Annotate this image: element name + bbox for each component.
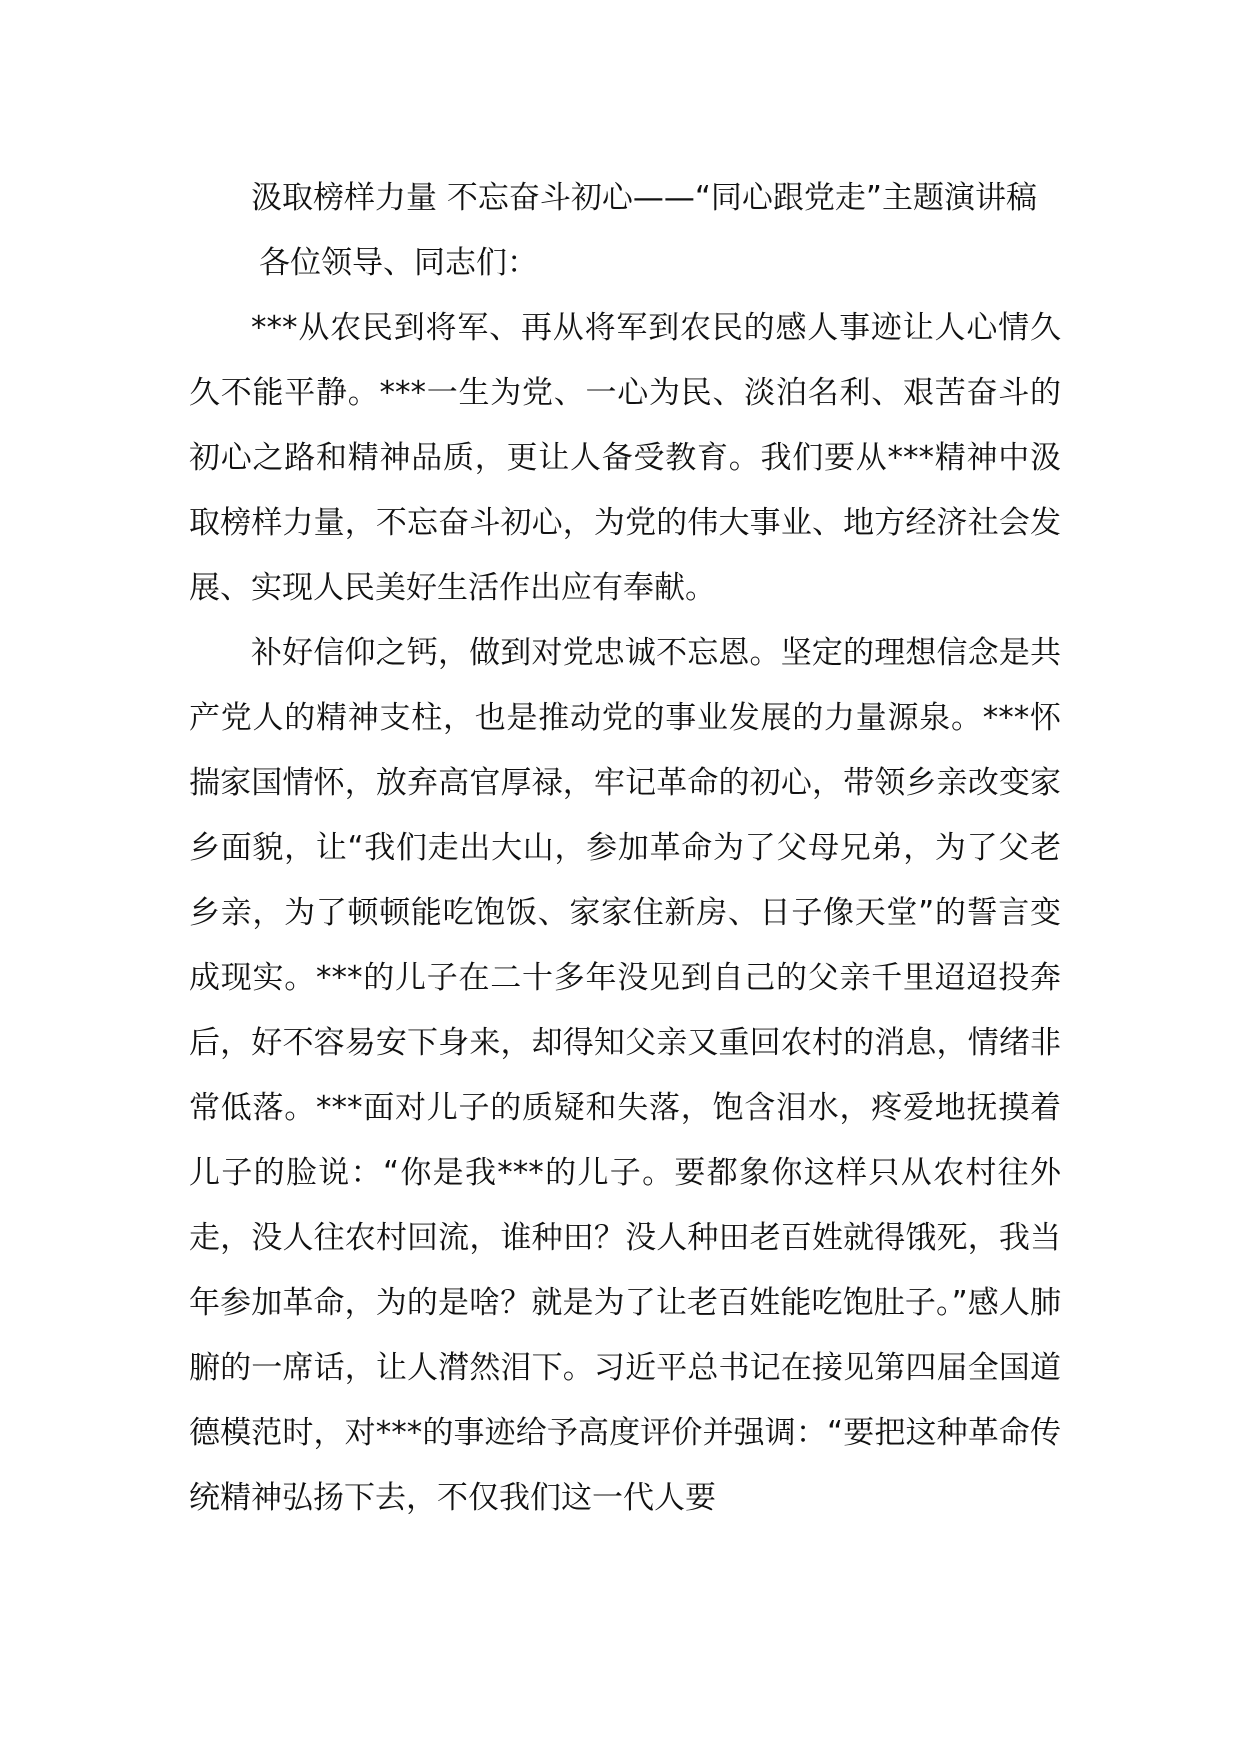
salutation: 各位领导、同志们： [259,245,538,281]
paragraph-faith: 补好信仰之钙，做到对党忠诚不忘恩。坚定的理想信念是共产党人的精神支柱，也是推动党的事业发展的力量源泉。***怀揣家国情怀，放弃高官厚禄，牢记革命的初心，带领乡亲改变家乡面貌，让“我们走出大山，参加革命为了父母兄弟，为了父老乡亲，为了顿顿能吃饱饭、家家住新房、日子像天堂”的誓言变成现实。***的儿子在二十多年没见到自己的父亲千里迢迢投奔后，好不容易安下身来，却得知父亲又重回农村的消息，情绪非常低落。***面对儿子的质疑和失落，饱含泪水，疼爱地抚摸着儿子的脸说：“你是我***的儿子。要都象你这样只从农村往外走，没人往农村回流，谁种田？没人种田老百姓就得饿死，我当年参加革命，为的是啥？就是为了让老百姓能吃饱肚子。”感人肺腑的一席话，让人潸然泪下。习近平总书记在接见第四届全国道德模范时，对***的事迹给予高度评价并强调：“要把这种革命传统精神弘扬下去，不仅我们这一代人要 [189,635,1061,1516]
document-body [189,166,1061,1531]
paragraph-intro: ***从农民到将军、再从将军到农民的感人事迹让人心情久久不能平静。***一生为党、一心为民、淡泊名利、艰苦奋斗的初心之路和精神品质，更让人备受教育。我们要从***精神中汲取榜样力量，不忘奋斗初心，为党的伟大事业、地方经济社会发展、实现人民美好生活作出应有奉献。 [189,310,1061,606]
document-title: 汲取榜样力量 不忘奋斗初心——“同心跟党走”主题演讲稿 [251,180,1037,216]
